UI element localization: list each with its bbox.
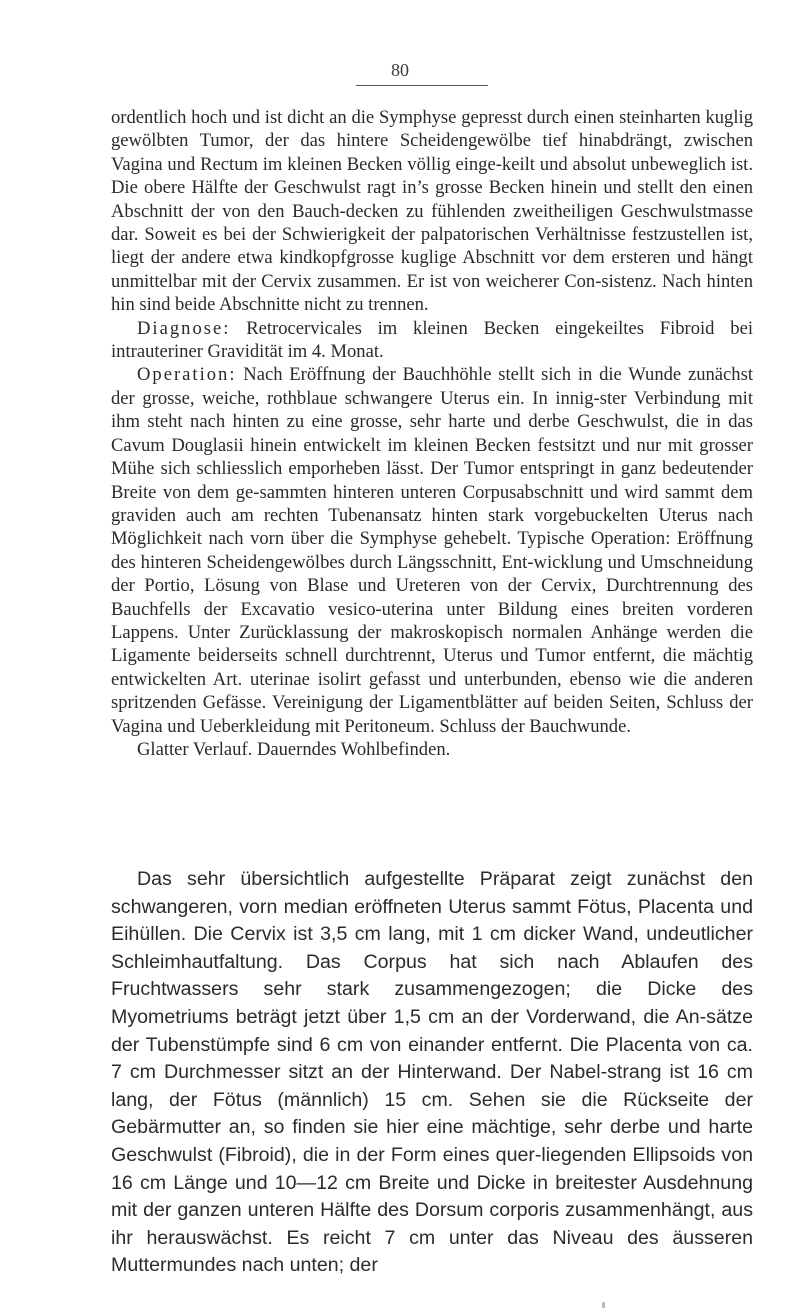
case-report-text bbox=[111, 106, 753, 761]
page-number: 80 bbox=[391, 60, 409, 80]
page-number-rule bbox=[356, 85, 488, 86]
diagnosis-text: Retrocervicales im kleinen Becken eingekeiltes Fibroid bei intrauteriner Gravidität im 4. Monat. bbox=[111, 317, 753, 363]
operation-text: Nach Eröffnung der Bauchhöhle stellt sich in die Wunde zunächst der grosse, weiche, rothblaue schwangere Uterus ein. In innig-ster Verbindung mit ihm steht nach hinten zu eine grosse, sehr harte und derbe Geschwulst, die in das Cavum Douglasii hinein entwickelt im kleinen Becken festsitzt und nur mit grosser Mühe sich schliesslich emporheben lässt. Der Tumor entspringt in ganz bedeutender Breite von dem ge-sammten hinteren unteren Corpusabschnitt und wird sammt dem graviden auch am rechten Tubenansatz hinten stark vorgebuckelten Uterus nach Möglichkeit nach vorn über die Symphyse gehebelt. Typische Operation: Eröffnung des hinteren Scheidengewölbes durch Längsschnitt, Ent-wicklung und Umschneidung der Portio, Lösung von Blase und Ureteren von der Cervix, Durchtrennung des Bauchfells der Excavatio vesico-uterina unter Bildung eines breiten vorderen Lappens. Unter Zurücklassung der makroskopisch normalen Anhänge werden die Ligamente beiderseits schnell durchtrennt, Uterus und Tumor entfernt, die mächtig entwickelten Art. uterinae isolirt gefasst und unterbunden, ebenso wie die anderen spritzenden Gefässe. Vereinigung der Ligamentblätter auf beiden Seiten, Schluss der Vagina und Ueberkleidung mit Peritoneum. Schluss der Bauchwunde. bbox=[111, 364, 753, 737]
specimen-description bbox=[111, 866, 753, 1280]
specimen-text: Das sehr übersichtlich aufgestellte Präparat zeigt zunächst den schwangeren, vorn median eröffneten Uterus sammt Fötus, Placenta und Eihüllen. Die Cervix ist 3,5 cm lang, mit 1 cm dicker Wand, undeutlicher Schleimhautfaltung. Das Corpus hat sich nach Ablaufen des Fruchtwassers sehr stark zusammengezogen; die Dicke des Myometriums beträgt jetzt über 1,5 cm an der Vorderwand, die An-sätze der Tubenstümpfe sind 6 cm von einander entfernt. Die Placenta von ca. 7 cm Durchmesser sitzt an der Hinterwand. Der Nabel-strang ist 16 cm lang, der Fötus (männlich) 15 cm. Sehen sie die Rückseite der Gebärmutter an, so finden sie hier eine mächtige, sehr derbe und harte Geschwulst (Fibroid), die in der Form eines quer-liegenden Ellipsoids von 16 cm Länge und 10—12 cm Breite und Dicke in breitester Ausdehnung mit der ganzen unteren Hälfte des Dorsum corporis zusammenhängt, aus ihr herauswächst. Es reicht 7 cm unter das Niveau des äusseren Muttermundes nach unten; der bbox=[111, 868, 753, 1277]
paragraph-diagnosis bbox=[111, 317, 753, 364]
paragraph-findings bbox=[111, 106, 753, 317]
operation-label: Operation: bbox=[137, 364, 237, 386]
paragraph-outcome bbox=[111, 738, 753, 761]
scan-mark bbox=[602, 1302, 605, 1308]
paragraph-findings-text: ordentlich hoch und ist dicht an die Symphyse gepresst durch einen steinharten kuglig gewölbten Tumor, der das hintere Scheidengewölbe tief hinabdrängt, zwischen Vagina und Rectum im kleinen Becken völlig einge-keilt und absolut unbeweglich ist. Die obere Hälfte der Geschwulst ragt in’s grosse Becken hinein und stellt den einen Abschnitt der von den Bauch-decken zu fühlenden zweitheiligen Geschwulstmasse dar. Soweit es bei der Schwierigkeit der palpatorischen Verhältnisse festzustellen ist, liegt der andere etwa kindkopfgrosse kuglige Abschnitt vor dem ersteren und hängt unmittelbar mit der Cervix zusammen. Er ist von weicherer Con-sistenz. Nach hinten hin sind beide Abschnitte nicht zu trennen. bbox=[111, 107, 753, 316]
outcome-text: Glatter Verlauf. Dauerndes Wohlbefinden. bbox=[137, 738, 451, 760]
paragraph-operation bbox=[111, 363, 753, 738]
diagnosis-label: Diagnose: bbox=[137, 317, 231, 339]
paragraph-specimen bbox=[111, 866, 753, 1280]
